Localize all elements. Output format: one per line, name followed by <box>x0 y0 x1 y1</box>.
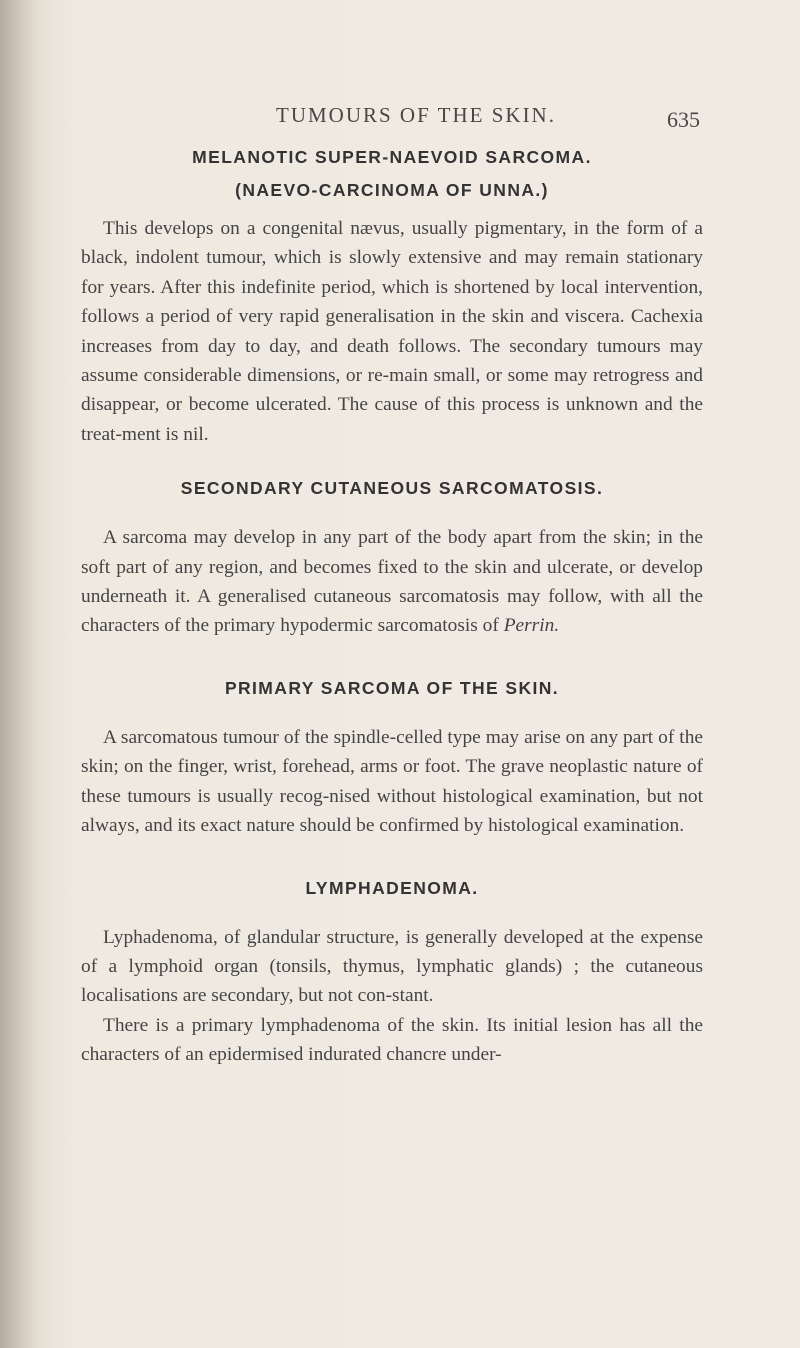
section-heading-primary: PRIMARY SARCOMA OF THE SKIN. <box>224 677 560 698</box>
section-heading-secondary: SECONDARY CUTANEOUS SARCOMATOSIS. <box>180 478 604 499</box>
section-heading-lymphadenoma: LYMPHADENOMA. <box>305 877 479 898</box>
section-subheading-unna: (NAEVO-CARCINOMA OF UNNA.) <box>235 180 549 200</box>
paragraph-lymphadenoma-2: There is a primary lymphadenoma of the skin. Its initial lesion has all the characters of an epidermised indurated chancre under- <box>81 1014 703 1066</box>
paragraph-secondary-text: A sarcoma may develop in any part of the body apart from the skin; in the soft part of any region, and becomes fixed to the skin and ulcerate, or develop underneath it. A generalised cutaneous sarcomatosis may follow, with all the characters of the primary hypodermic sarcomatosis of <box>81 527 703 637</box>
page-binding-shadow <box>0 0 56 1348</box>
author-name-perrin: Perrin. <box>503 615 560 637</box>
page-content <box>81 140 703 1070</box>
page-number: 635 <box>667 107 700 132</box>
paragraph-melanotic: This develops on a congenital nævus, usually pigmentary, in the form of a black, indolent tumour, which is slowly extensive and may remain stationary for years. After this indefinite period, which is shortened by local intervention, follows a period of very rapid generalisation in the skin and viscera. Cachexia increases from day to day, and death follows. The secondary tumours may assume considerable dimensions, or re-main small, or some may retrogress and disappear, or become ulcerated. The cause of this process is unknown and the treat-ment is nil. <box>81 218 703 445</box>
section-heading-melanotic: MELANOTIC SUPER-NAEVOID SARCOMA. <box>192 147 592 167</box>
running-title: TUMOURS OF THE SKIN. <box>276 103 556 127</box>
paragraph-lymphadenoma-1: Lyphadenoma, of glandular structure, is generally developed at the expense of a lymphoid organ (tonsils, thymus, lymphatic glands) ; the cutaneous localisations are secondary, but not con-stant. <box>81 926 703 1007</box>
paragraph-primary: A sarcomatous tumour of the spindle-celled type may arise on any part of the skin; on the finger, wrist, forehead, arms or foot. The grave neoplastic nature of these tumours is usually recog-nised without histological examination, but not always, and its exact nature should be confirmed by histological examination. <box>81 726 703 837</box>
paragraph-secondary <box>81 523 703 641</box>
